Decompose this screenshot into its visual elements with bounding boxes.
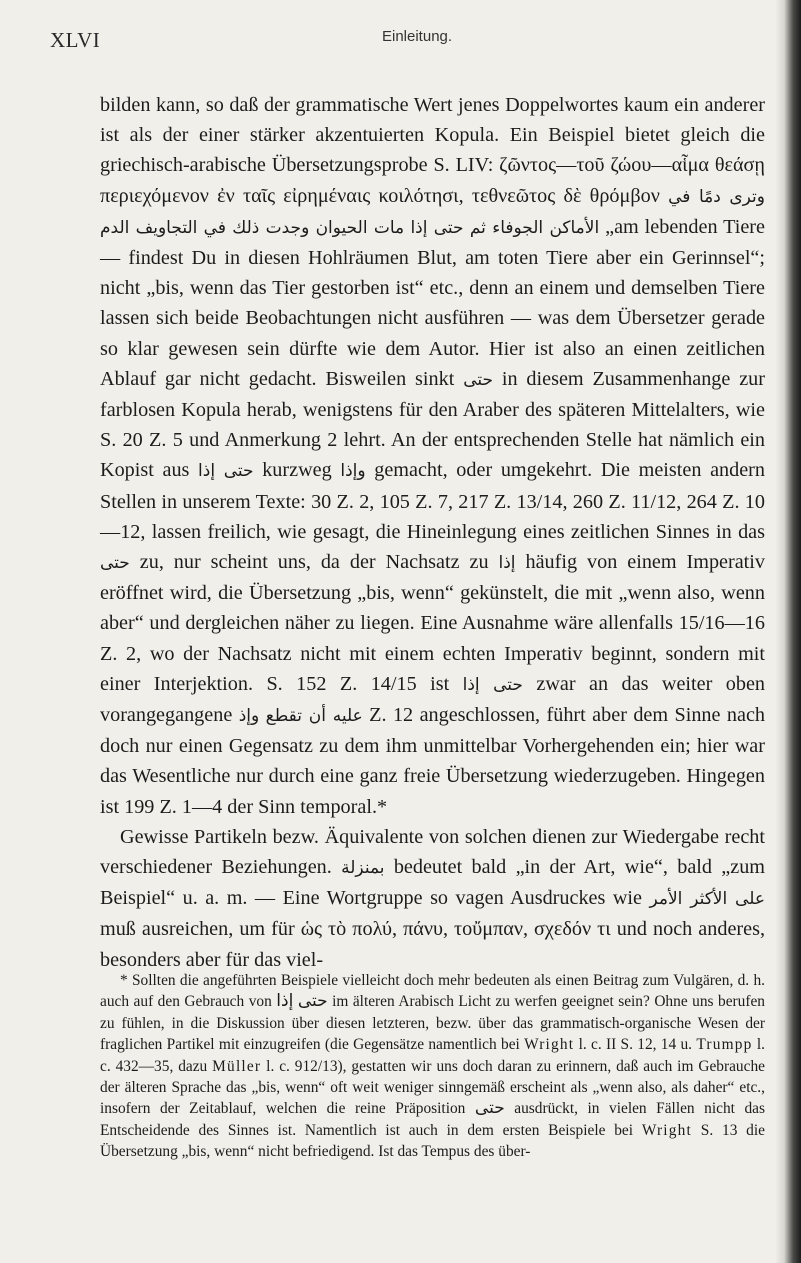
arabic-word: حتى	[463, 369, 493, 390]
arabic-word: عليه أن تقطع	[265, 706, 363, 727]
page-edge-shadow	[775, 0, 801, 1263]
arabic-word: على الأكثر الأمر	[649, 889, 765, 910]
page-header	[0, 16, 775, 56]
running-title: Einleitung.	[382, 28, 453, 45]
arabic-word: وإذ	[238, 706, 260, 727]
arabic-word: حتى	[297, 991, 328, 1012]
author-name: Wright	[641, 1121, 693, 1139]
arabic-word: وإذا	[340, 461, 366, 482]
arabic-word: إذا	[498, 553, 516, 574]
arabic-word: حتى	[100, 553, 130, 574]
paragraph-2: Gewisse Partikeln bezw. Äquivalente von solchen dienen zur Wiedergabe recht verschiedener Beziehungen. بمنزلة bedeutet bald „in der Art, wie“, bald „zum Beispiel“ u. a. m. — Eine Wortgruppe so vagen Ausdruckes wie على الأكثر الأمر muß ausreichen, um für ὡς τὸ πολύ, πάνυ, τοὔμπαν, σχεδόν τι und noch anderes, besonders aber für das viel-	[100, 825, 765, 971]
arabic-word: بمنزلة	[341, 858, 385, 879]
arabic-word: حتى	[474, 1098, 505, 1119]
arabic-passage: وترى دمًا في الأماكن الجوفاء ثم حتى إذا مات الحيوان وجدت ذلك في التجاويف الدم	[100, 186, 766, 238]
author-name: Trumpp	[696, 1036, 753, 1054]
arabic-word: إذا	[198, 461, 216, 482]
main-text	[100, 90, 765, 975]
author-name: Wright	[524, 1036, 575, 1054]
arabic-word: إذا	[462, 674, 480, 695]
arabic-word: حتى	[223, 461, 254, 482]
footnote	[100, 970, 765, 1163]
page-number: XLVI	[50, 28, 101, 52]
arabic-word: إذا	[276, 991, 294, 1012]
arabic-word: حتى	[493, 674, 523, 695]
paragraph-1: bilden kann, so daß der grammatische Wert jenes Doppelwortes kaum ein anderer ist als der einer stärker akzentuierten Kopula. Ein Beispiel bietet gleich die griechisch-arabische Übersetzungsprobe S. LIV: ζῶντος—τοῦ ζώου—αἷμα θεάσῃ περιεχόμενον ἐν ταῖς εἰρημέναις κοιλότησι, τεθνεῶτος δὲ θρόμβον وترى دمًا في الأماكن الجوفاء ثم حتى إذا مات الحيوان وجدت ذلك في التجاويف الدم „am lebenden Tiere — findest Du in diesen Hohlräumen Blut, am toten Tiere aber ein Gerinnsel“; nicht „bis, wenn das Tier gestorben ist“ etc., denn an einem und demselben Tiere lassen sich beide Beobachtungen nicht ausführen — was dem Übersetzer gerade so klar gewesen sein dürfte wie dem Autor. Hier ist also an einen zeitlichen Ablauf gar nicht gedacht. Bisweilen sinkt حتى in diesem Zusammenhange zur farblosen Kopula herab, wenigstens für den Araber des späteren Mittelalters, wie S. 20 Z. 5 und Anmerkung 2 lehrt. An der entsprechenden Stelle hat nämlich ein Kopist aus إذا حتى kurzweg وإذا gemacht, oder umgekehrt. Die meisten andern Stellen in unserem Texte: 30 Z. 2, 105 Z. 7, 217 Z. 13/14, 260 Z. 11/12, 264 Z. 10—12, lassen freilich, wie gesagt, die Hineinlegung eines zeitlichen Sinnes in das حتى zu, nur scheint uns, da der Nachsatz zu إذا häufig von einem Imperativ eröffnet wird, die Übersetzung „bis, wenn“ gekünstelt, die mit „wenn also, wenn aber“ und dergleichen näher zu liegen. Eine Ausnahme wäre allenfalls 15/16—16 Z. 2, wo der Nachsatz nicht mit einem echten Imperativ beginnt, sondern mit einer Interjektion. S. 152 Z. 14/15 ist إذا حتى zwar an das weiter oben vorangegangene وإذ عليه أن تقطع Z. 12 angeschlossen, führt aber dem Sinne nach doch nur einen Gegensatz zu dem ihm unmittelbar Vorhergehenden ein; hier war das Wesentliche nur durch eine ganz freie Übersetzung wiederzugeben. Hingegen ist 199 Z. 1—4 der Sinn temporal.*	[100, 94, 766, 818]
author-name: Müller	[212, 1057, 262, 1075]
footnote-text: * Sollten die angeführten Beispiele vielleicht doch mehr bedeuten als einen Beitrag zum Vulgären, d. h. auch auf den Gebrauch von إذا حتى im älteren Arabisch Licht zu werfen geeignet sein? Ohne uns berufen zu fühlen, in die Diskussion über diesen letzteren, bezw. über das grammatisch-organische Wesen der fraglichen Partikel mit einzugreifen (die Gegensätze namentlich bei Wright l. c. II S. 12, 14 u. Trumpp l. c. 432—35, dazu Müller l. c. 912/13), gestatten wir uns doch daran zu erinnern, daß auch im Gebrauche der älteren Sprache das „bis, wenn“ oft weit weniger sinngemäß erscheint als „wenn also, als daher“ etc., insofern der Zeitablauf, welchen die reine Präposition حتى ausdrückt, in vielen Fällen nicht das Entscheidende des Sinnes ist. Namentlich ist auch in dem ersten Beispiele bei Wright S. 13 die Übersetzung „bis, wenn“ nicht befriedigend. Ist das Tempus des über-	[100, 972, 766, 1161]
